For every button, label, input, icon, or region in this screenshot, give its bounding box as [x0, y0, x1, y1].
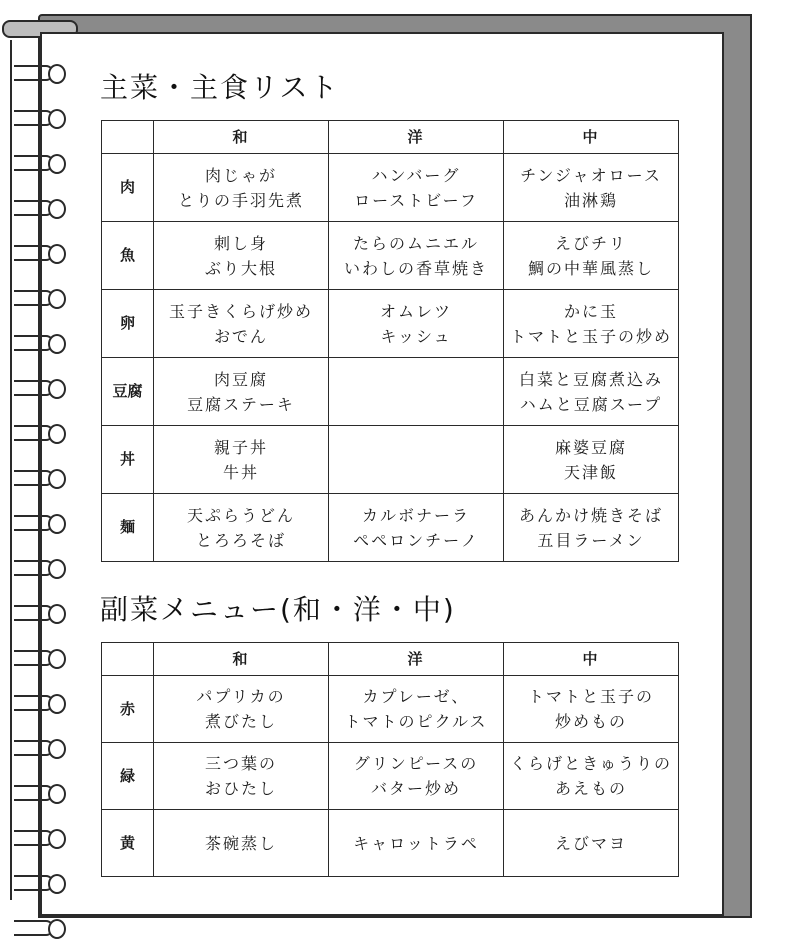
dish-name: 五目ラーメン [537, 530, 645, 550]
column-header: 和 [154, 643, 329, 676]
header-empty [102, 643, 154, 676]
dish-name: 豆腐ステーキ [187, 394, 295, 414]
menu-cell [504, 154, 679, 222]
dish-name: あんかけ焼きそば [518, 505, 663, 525]
dish-name: あえもの [554, 779, 627, 798]
spiral-ring [14, 377, 68, 397]
main-dish-table [101, 120, 679, 562]
table-row [102, 676, 679, 743]
dish-name: いわしの香草焼き [343, 258, 488, 278]
dish-name: オムレツ [379, 301, 452, 321]
dish-name: とりの手羽先煮 [177, 190, 304, 210]
spiral-ring [14, 872, 68, 892]
dish-name: ぶり大根 [204, 258, 277, 278]
dish-name: えびチリ [554, 233, 627, 253]
spiral-ring [14, 287, 68, 307]
dish-name: 天ぷらうどん [186, 505, 295, 525]
dish-name: トマトのピクルス [344, 712, 488, 731]
section-title-main-dishes: 主菜・主食リスト [100, 71, 340, 104]
row-header: 卵 [102, 290, 154, 358]
menu-cell [504, 290, 679, 358]
menu-cell [504, 426, 679, 494]
dish-name: 鯛の中華風蒸し [527, 258, 654, 278]
header-empty [102, 121, 154, 154]
spiral-ring [14, 422, 68, 442]
table-row [102, 154, 679, 222]
menu-cell [329, 810, 504, 877]
section-title-side-dishes: 副菜メニュー(和・洋・中) [100, 593, 456, 626]
dish-name: トマトと玉子の炒め [509, 326, 672, 346]
dish-name: グリンピースの [353, 754, 479, 773]
dish-name: 玉子きくらげ炒め [168, 301, 313, 321]
menu-cell [504, 743, 679, 810]
row-header: 黄 [102, 810, 154, 877]
dish-name: おでん [214, 326, 268, 346]
dish-name: 麻婆豆腐 [554, 437, 627, 457]
menu-cell [329, 494, 504, 562]
table-row [102, 494, 679, 562]
dish-name: 三つ葉の [204, 754, 277, 773]
table-row [102, 426, 679, 494]
dish-name: ローストビーフ [354, 190, 478, 210]
table-row [102, 810, 679, 877]
column-header: 中 [504, 643, 679, 676]
column-header: 洋 [329, 643, 504, 676]
spiral-ring [14, 467, 68, 487]
table-row [102, 222, 679, 290]
dish-name: キッシュ [380, 326, 452, 346]
menu-cell [154, 494, 329, 562]
menu-cell [154, 290, 329, 358]
menu-cell [154, 222, 329, 290]
row-header: 緑 [102, 743, 154, 810]
spiral-ring [14, 242, 68, 262]
spiral-ring [14, 647, 68, 667]
dish-name: 肉じゃが [204, 165, 277, 185]
menu-cell [329, 154, 504, 222]
dish-name: とろろそば [195, 530, 286, 550]
dish-name: ペペロンチーノ [353, 530, 479, 550]
menu-cell [154, 743, 329, 810]
menu-cell [504, 810, 679, 877]
column-header: 洋 [329, 121, 504, 154]
menu-cell [154, 154, 329, 222]
spiral-ring [14, 512, 68, 532]
dish-name: カプレーゼ、 [362, 687, 470, 706]
menu-cell [504, 222, 679, 290]
spiral-ring [14, 827, 68, 847]
dish-name: えびマヨ [554, 833, 627, 853]
row-header: 豆腐 [102, 358, 154, 426]
row-header: 肉 [102, 154, 154, 222]
dish-name: かに玉 [563, 301, 618, 321]
side-dish-table [101, 642, 679, 877]
dish-name: くらげときゅうりの [509, 754, 672, 773]
spiral-ring [14, 152, 68, 172]
spiral-ring [14, 62, 68, 82]
menu-cell [504, 358, 679, 426]
dish-name: 天津飯 [563, 462, 618, 482]
spiral-ring [14, 107, 68, 127]
dish-name: カルボナーラ [361, 505, 470, 525]
dish-name: ハムと豆腐スープ [519, 394, 663, 414]
menu-cell [329, 358, 504, 426]
spiral-ring [14, 602, 68, 622]
menu-cell [504, 676, 679, 743]
dish-name: 茶碗蒸し [204, 833, 277, 853]
spiral-ring [14, 557, 68, 577]
dish-name: チンジャオロース [520, 165, 662, 185]
menu-cell [154, 810, 329, 877]
dish-name: トマトと玉子の [527, 687, 654, 706]
dish-name: ハンバーグ [371, 165, 461, 185]
dish-name: 炒めもの [554, 712, 627, 731]
menu-cell [329, 676, 504, 743]
dish-name: 刺し身 [213, 233, 268, 253]
spiral-ring [14, 917, 68, 937]
table-row [102, 743, 679, 810]
menu-cell [329, 222, 504, 290]
menu-cell [154, 676, 329, 743]
spiral-ring [14, 332, 68, 352]
dish-name: 煮びたし [204, 712, 277, 731]
menu-cell [504, 494, 679, 562]
spiral-ring [14, 197, 68, 217]
menu-cell [329, 426, 504, 494]
dish-name: バター炒め [370, 779, 461, 798]
row-header: 魚 [102, 222, 154, 290]
menu-cell [154, 426, 329, 494]
dish-name: 肉豆腐 [213, 369, 268, 389]
column-header: 中 [504, 121, 679, 154]
menu-cell [329, 743, 504, 810]
row-header: 丼 [102, 426, 154, 494]
menu-cell [154, 358, 329, 426]
menu-cell [329, 290, 504, 358]
dish-name: キャロットラペ [353, 833, 479, 853]
spiral-ring [14, 782, 68, 802]
dish-name: パプリカの [196, 687, 286, 706]
spiral-ring [14, 737, 68, 757]
table-row [102, 290, 679, 358]
dish-name: たらのムニエル [352, 233, 479, 253]
spiral-ring [14, 692, 68, 712]
row-header: 赤 [102, 676, 154, 743]
dish-name: 白菜と豆腐煮込み [518, 369, 663, 389]
column-header: 和 [154, 121, 329, 154]
table-row [102, 358, 679, 426]
dish-name: 親子丼 [213, 437, 268, 457]
dish-name: 牛丼 [222, 462, 259, 482]
dish-name: 油淋鶏 [563, 190, 618, 210]
row-header: 麺 [102, 494, 154, 562]
dish-name: おひたし [204, 779, 277, 798]
